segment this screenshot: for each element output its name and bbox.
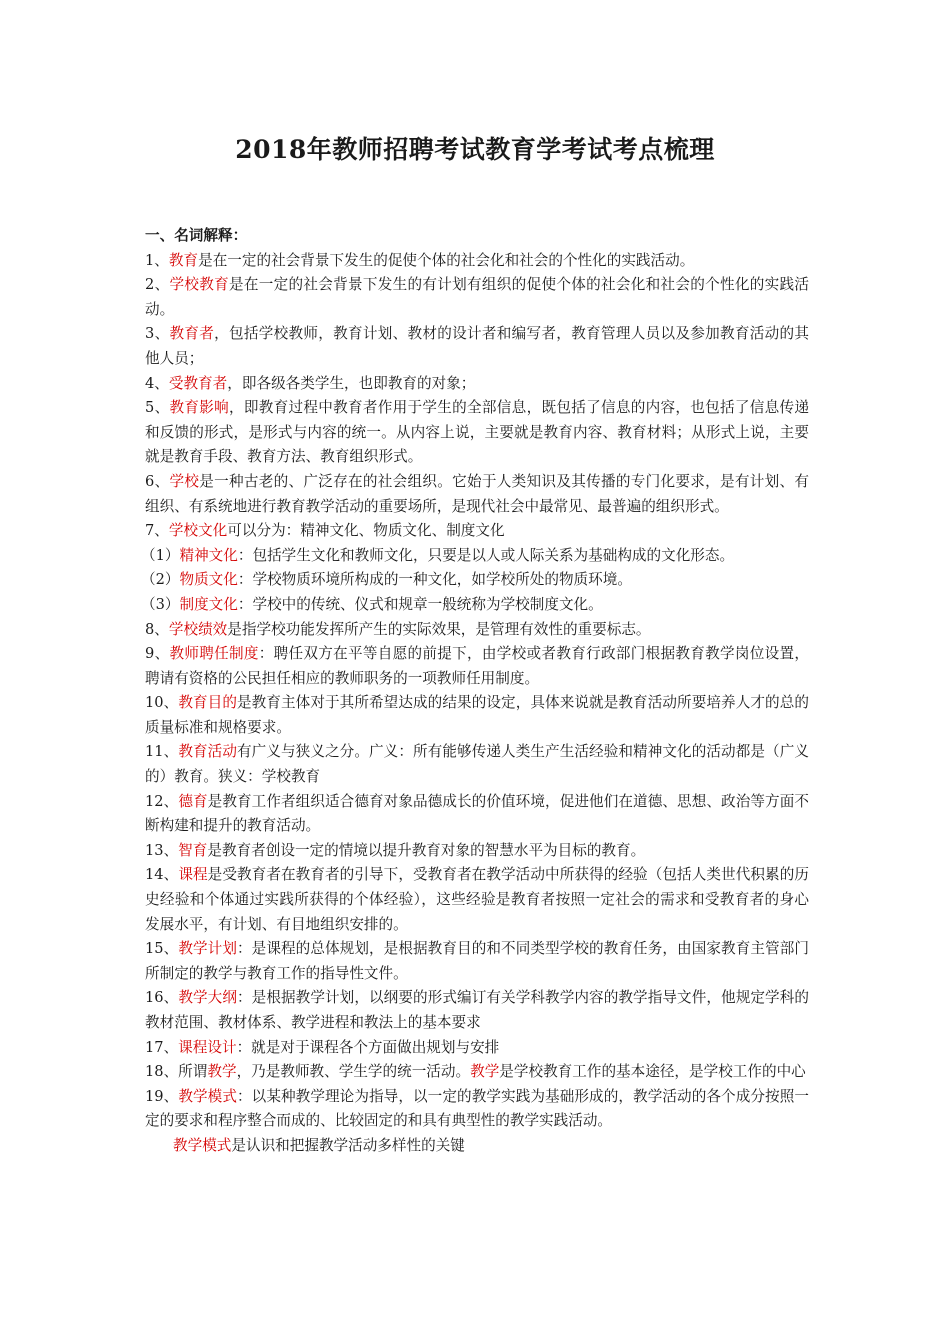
- item-number: 12、: [145, 792, 179, 810]
- definition-item-8: [145, 618, 809, 643]
- definition-item-5: [145, 396, 809, 470]
- item-number: 2、: [145, 276, 170, 294]
- item-number: 8、: [145, 620, 169, 638]
- definition-item-12: [145, 790, 809, 839]
- term-highlight: 教学计划: [178, 940, 237, 958]
- term-highlight: 教育影响: [169, 399, 229, 417]
- item-number: 5、: [145, 399, 170, 417]
- term-highlight: 德育: [178, 792, 208, 810]
- term-highlight: 制度文化: [179, 595, 238, 613]
- definition-item-1: [145, 249, 809, 274]
- term-highlight: 课程设计: [178, 1038, 237, 1056]
- definition-text-prefix: 所谓: [178, 1063, 208, 1081]
- term-highlight: 教育者: [169, 325, 215, 343]
- definition-text: 可以分为：精神文化、物质文化、制度文化: [227, 522, 505, 540]
- definition-item-9: [145, 642, 809, 691]
- definition-item-19: [145, 1085, 809, 1134]
- definition-text: 是指学校功能发挥所产生的实际效果，是管理有效性的重要标志。: [227, 620, 651, 638]
- definition-subitem-1: [141, 544, 809, 569]
- item-number: （3）: [141, 595, 180, 613]
- definition-text: 是认识和把握教学活动多样性的关键: [231, 1136, 465, 1154]
- definition-item-10: [145, 691, 809, 740]
- definition-text: 是教育者创设一定的情境以提升教育对象的智慧水平为目标的教育。: [207, 841, 646, 859]
- definition-item-11: [145, 740, 809, 789]
- section-heading: 一、名词解释：: [145, 227, 248, 244]
- term-highlight: 教学模式: [173, 1136, 232, 1154]
- term-highlight: 学校文化: [168, 522, 228, 540]
- definition-text: ，即教育过程中教育者作用于学生的全部信息，既包括了信息的内容，也包括了信息传递和反馈的形式，是形式与内容的统一。从内容上说，主要就是教育内容、教育材料；从形式上说，主要就是教育手段、教育方法、教育组织形式。: [145, 399, 809, 466]
- definition-text: ：包括学生文化和教师文化，只要是以人或人际关系为基础构成的文化形态。: [237, 546, 735, 564]
- term-highlight: 教师聘任制度: [169, 645, 259, 663]
- item-number: 10、: [145, 694, 179, 712]
- definition-text: ：就是对于课程各个方面做出规划与安排: [236, 1038, 500, 1056]
- item-number: 3、: [145, 325, 170, 343]
- term-highlight: 教育活动: [178, 743, 237, 761]
- definition-text: ：是根据教学计划，以纲要的形式编订有关学科教学内容的教学指导文件，他规定学科的教材范围、教材体系、教学进程和教法上的基本要求: [145, 989, 809, 1031]
- item-number: （1）: [141, 546, 180, 564]
- term-highlight: 物质文化: [179, 571, 238, 589]
- term-highlight: 受教育者: [168, 374, 228, 392]
- term-highlight: 教育: [168, 251, 199, 269]
- definition-item-19-note: [145, 1134, 809, 1159]
- definition-text: ，包括学校教师，教育计划、教材的设计者和编写者，教育管理人员以及参加教育活动的其他人员；: [145, 325, 809, 367]
- definition-item-18: [145, 1060, 809, 1085]
- term-highlight: 学校教育: [169, 276, 229, 294]
- item-number: 7、: [145, 522, 169, 540]
- definition-item-14: [145, 863, 809, 937]
- term-highlight: 课程: [178, 866, 208, 884]
- definition-text: 是在一定的社会背景下发生的有计划有组织的促使个体的社会化和社会的个性化的实践活动。: [145, 276, 809, 318]
- term-highlight: 精神文化: [179, 546, 238, 564]
- definition-text: 是教育工作者组织适合德育对象品德成长的价值环境，促进他们在道德、思想、政治等方面不断构建和提升的教育活动。: [145, 792, 809, 835]
- definition-item-4: [145, 372, 809, 397]
- page-title: 2018年教师招聘考试教育学考试考点梳理: [235, 135, 715, 164]
- term-highlight-second: 教学: [470, 1063, 500, 1081]
- definition-text: 是一种古老的、广泛存在的社会组织。它始于人类知识及其传播的专门化要求，是有计划、有组织、有系统地进行教育教学活动的重要场所，是现代社会中最常见、最普遍的组织形式。: [145, 472, 809, 515]
- definition-item-17: [145, 1036, 809, 1061]
- definition-item-6: [145, 470, 809, 519]
- item-number: 4、: [145, 374, 169, 392]
- definition-text: 是教育主体对于其所希望达成的结果的设定，具体来说就是教育活动所要培养人才的总的质量标准和规格要求。: [145, 694, 809, 736]
- definition-item-15: [145, 937, 809, 986]
- definition-text: ，乃是教师教、学生学的统一活动。: [236, 1063, 471, 1081]
- item-number: 16、: [145, 989, 179, 1007]
- item-number: 11、: [145, 743, 179, 761]
- item-number: 14、: [145, 866, 179, 884]
- item-number: 18、: [145, 1063, 179, 1081]
- definition-text: 是受教育者在教育者的引导下，受教育者在教学活动中所获得的经验（包括人类世代积累的历史经验和个体通过实践所获得的个体经验），这些经验是教育者按照一定社会的需求和受教育者的身心发展水平，有计划、有目地组织安排的。: [145, 866, 809, 933]
- definition-text: ：以某种教学理论为指导，以一定的教学实践为基础形成的，教学活动的各个成分按照一定的要求和程序整合而成的、比较固定的和具有典型性的教学实践活动。: [145, 1087, 809, 1130]
- term-highlight: 智育: [178, 841, 208, 859]
- definition-item-13: [145, 839, 809, 864]
- definition-item-16: [145, 986, 809, 1035]
- definition-item-3: [145, 322, 809, 371]
- definition-item-7: [145, 519, 809, 544]
- term-highlight: 学校绩效: [168, 620, 228, 638]
- item-number: 6、: [145, 472, 170, 490]
- item-number: 13、: [145, 841, 179, 859]
- definition-subitem-2: [141, 568, 809, 593]
- definition-text-second: 是学校教育工作的基本途径，是学校工作的中心: [499, 1063, 806, 1081]
- definition-text: ：是课程的总体规划，是根据教育目的和不同类型学校的教育任务，由国家教育主管部门所制定的教学与教育工作的指导性文件。: [145, 940, 809, 982]
- term-highlight: 教学大纲: [178, 989, 237, 1007]
- item-number: 17、: [145, 1038, 179, 1056]
- definition-text: 是在一定的社会背景下发生的促使个体的社会化和社会的个性化的实践活动。: [198, 251, 695, 269]
- definition-item-2: [145, 273, 809, 322]
- definition-text: ：学校物质环境所构成的一种文化，如学校所处的物质环境。: [237, 571, 632, 589]
- item-number: 1、: [145, 251, 169, 269]
- term-highlight: 教学模式: [178, 1087, 237, 1105]
- definition-text: ：学校中的传统、仪式和规章一般统称为学校制度文化。: [237, 595, 603, 613]
- item-number: （2）: [141, 571, 180, 589]
- term-highlight: 教学: [207, 1063, 237, 1081]
- term-highlight: 教育目的: [178, 694, 237, 712]
- item-number: 9、: [145, 645, 170, 663]
- term-highlight: 学校: [169, 472, 200, 490]
- definition-text: ：聘任双方在平等自愿的前提下，由学校或者教育行政部门根据教育教学岗位设置，聘请有资格的公民担任相应的教师职务的一项教师任用制度。: [145, 645, 809, 687]
- definition-text: 有广义与狭义之分。广义：所有能够传递人类生产生活经验和精神文化的活动都是（广义的）教育。狭义：学校教育: [145, 743, 809, 786]
- item-number: 19、: [145, 1087, 179, 1105]
- item-number: 15、: [145, 940, 179, 958]
- document-body: [141, 224, 809, 1159]
- definition-text: ，即各级各类学生，也即教育的对象；: [227, 374, 476, 392]
- definition-subitem-3: [141, 593, 809, 618]
